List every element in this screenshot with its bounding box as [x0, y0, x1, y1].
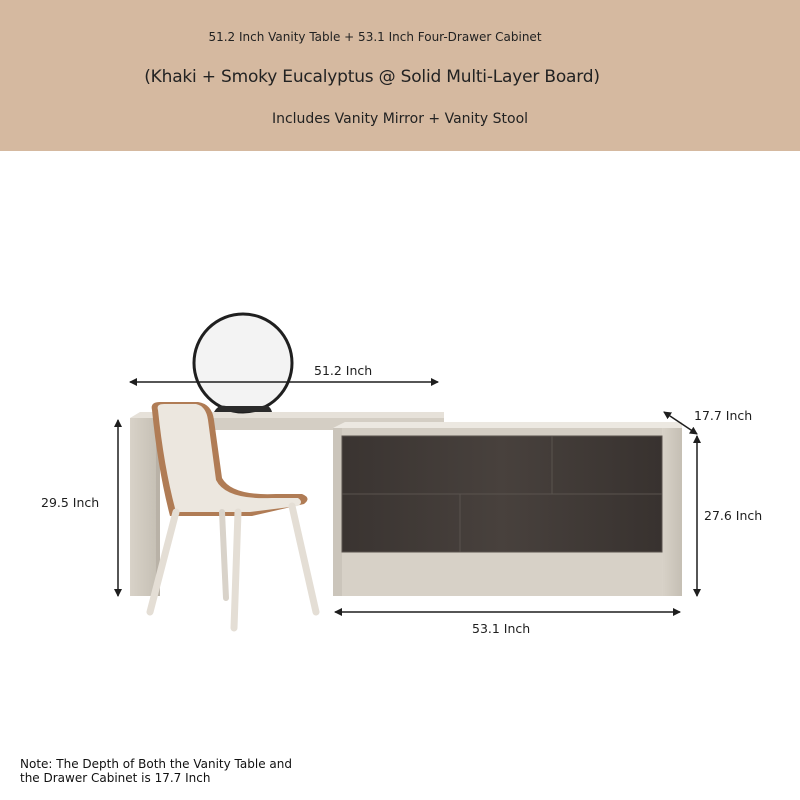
product-title: 51.2 Inch Vanity Table + 53.1 Inch Four-Drawer Cabinet [208, 30, 542, 44]
depth-note [20, 757, 292, 785]
note-line-1: Note: The Depth of Both the Vanity Table and [20, 757, 292, 771]
cabinet-height-label: 27.6 Inch [704, 508, 763, 523]
desk-height-label: 29.5 Inch [41, 495, 100, 510]
product-finish: (Khaki + Smoky Eucalyptus @ Solid Multi-Layer Board) [144, 67, 600, 87]
vanity-mirror [194, 314, 292, 412]
cabinet-width-label: 53.1 Inch [472, 621, 531, 636]
product-includes: Includes Vanity Mirror + Vanity Stool [271, 111, 529, 127]
desk-left-leg [130, 418, 158, 596]
desk-width-label: 51.2 Inch [314, 363, 373, 378]
note-line-2: the Drawer Cabinet is 17.7 Inch [20, 771, 211, 785]
depth-label: 17.7 Inch [694, 408, 753, 423]
vanity-stool [150, 402, 316, 628]
drawer-cabinet [333, 422, 682, 596]
